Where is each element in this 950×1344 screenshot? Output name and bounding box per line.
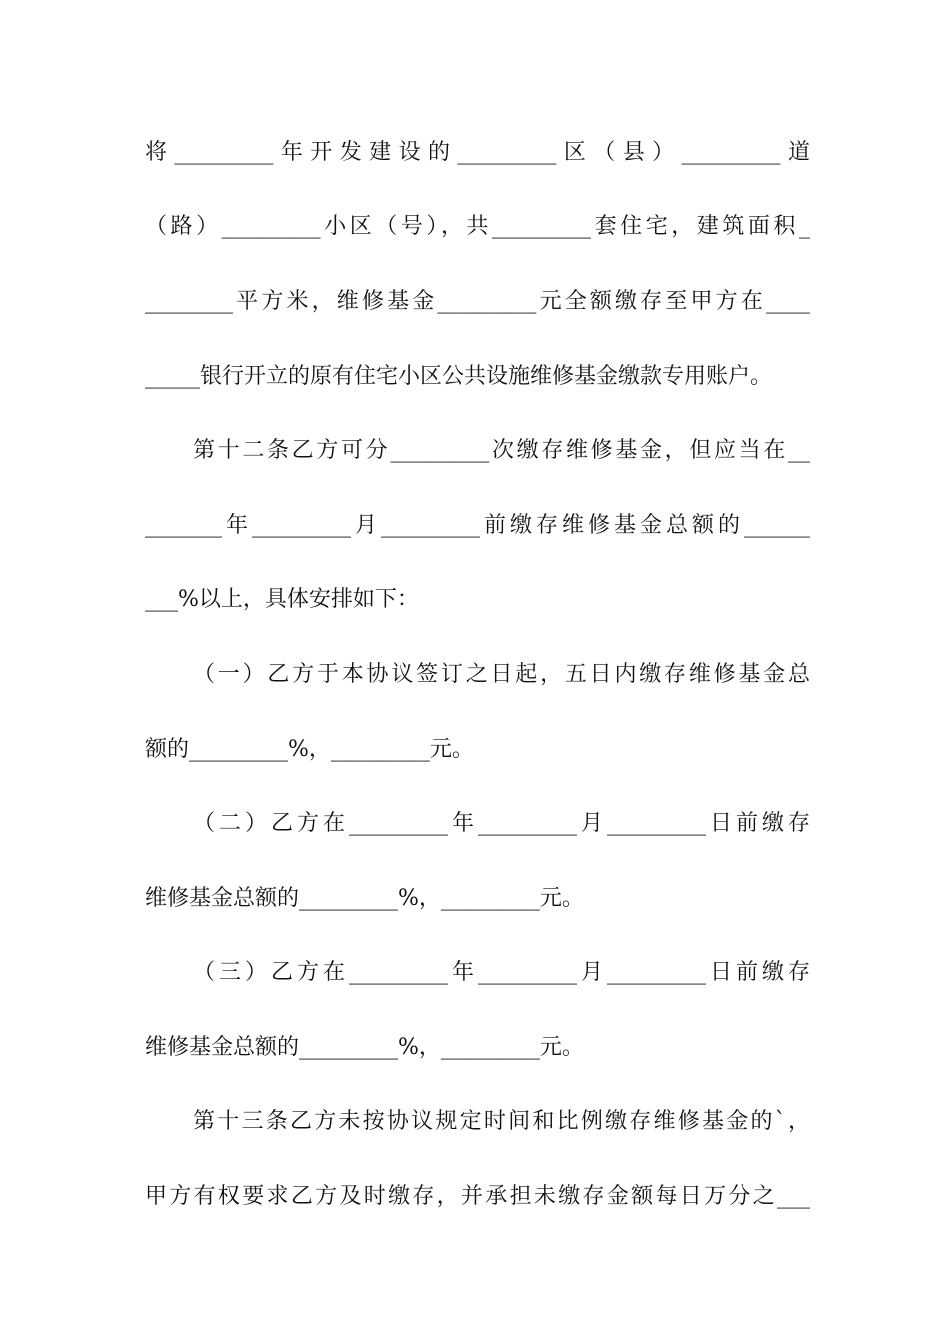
paragraph-line: ___%以上，具体安排如下：: [145, 587, 419, 612]
paragraph-line: _______年_________月_________前缴存维修基金总额的______: [145, 513, 810, 538]
paragraph-line: 甲方有权要求乙方及时缴存，并承担未缴存金额每日万分之___: [145, 1184, 810, 1209]
paragraph-line: 维修基金总额的_________%，_________元。: [145, 1035, 584, 1060]
paragraph-line: 额的_________%，_________元。: [145, 737, 474, 762]
paragraph-line: 维修基金总额的_________%，_________元。: [145, 886, 584, 911]
list-item-line: （一）乙方于本协议签订之日起，五日内缴存维修基金总: [193, 662, 810, 687]
article-heading-line: 第十三条乙方未按协议规定时间和比例缴存维修基金的`，: [193, 1109, 810, 1134]
paragraph-line: （路）_________小区（号），共_________套住宅，建筑面积_: [145, 214, 810, 239]
paragraph-line: ________平方米，维修基金_________元全额缴存至甲方在____: [145, 289, 810, 314]
paragraph-line: 将_________年开发建设的_________区（县）_________道: [145, 140, 810, 165]
list-item-line: （二）乙方在_________年_________月_________日前缴存: [193, 811, 810, 836]
paragraph-line: _____银行开立的原有住宅小区公共设施维修基金缴款专用账户。: [145, 364, 773, 389]
article-heading-line: 第十二条乙方可分_________次缴存维修基金，但应当在__: [193, 438, 810, 463]
list-item-line: （三）乙方在_________年_________月_________日前缴存: [193, 960, 810, 985]
